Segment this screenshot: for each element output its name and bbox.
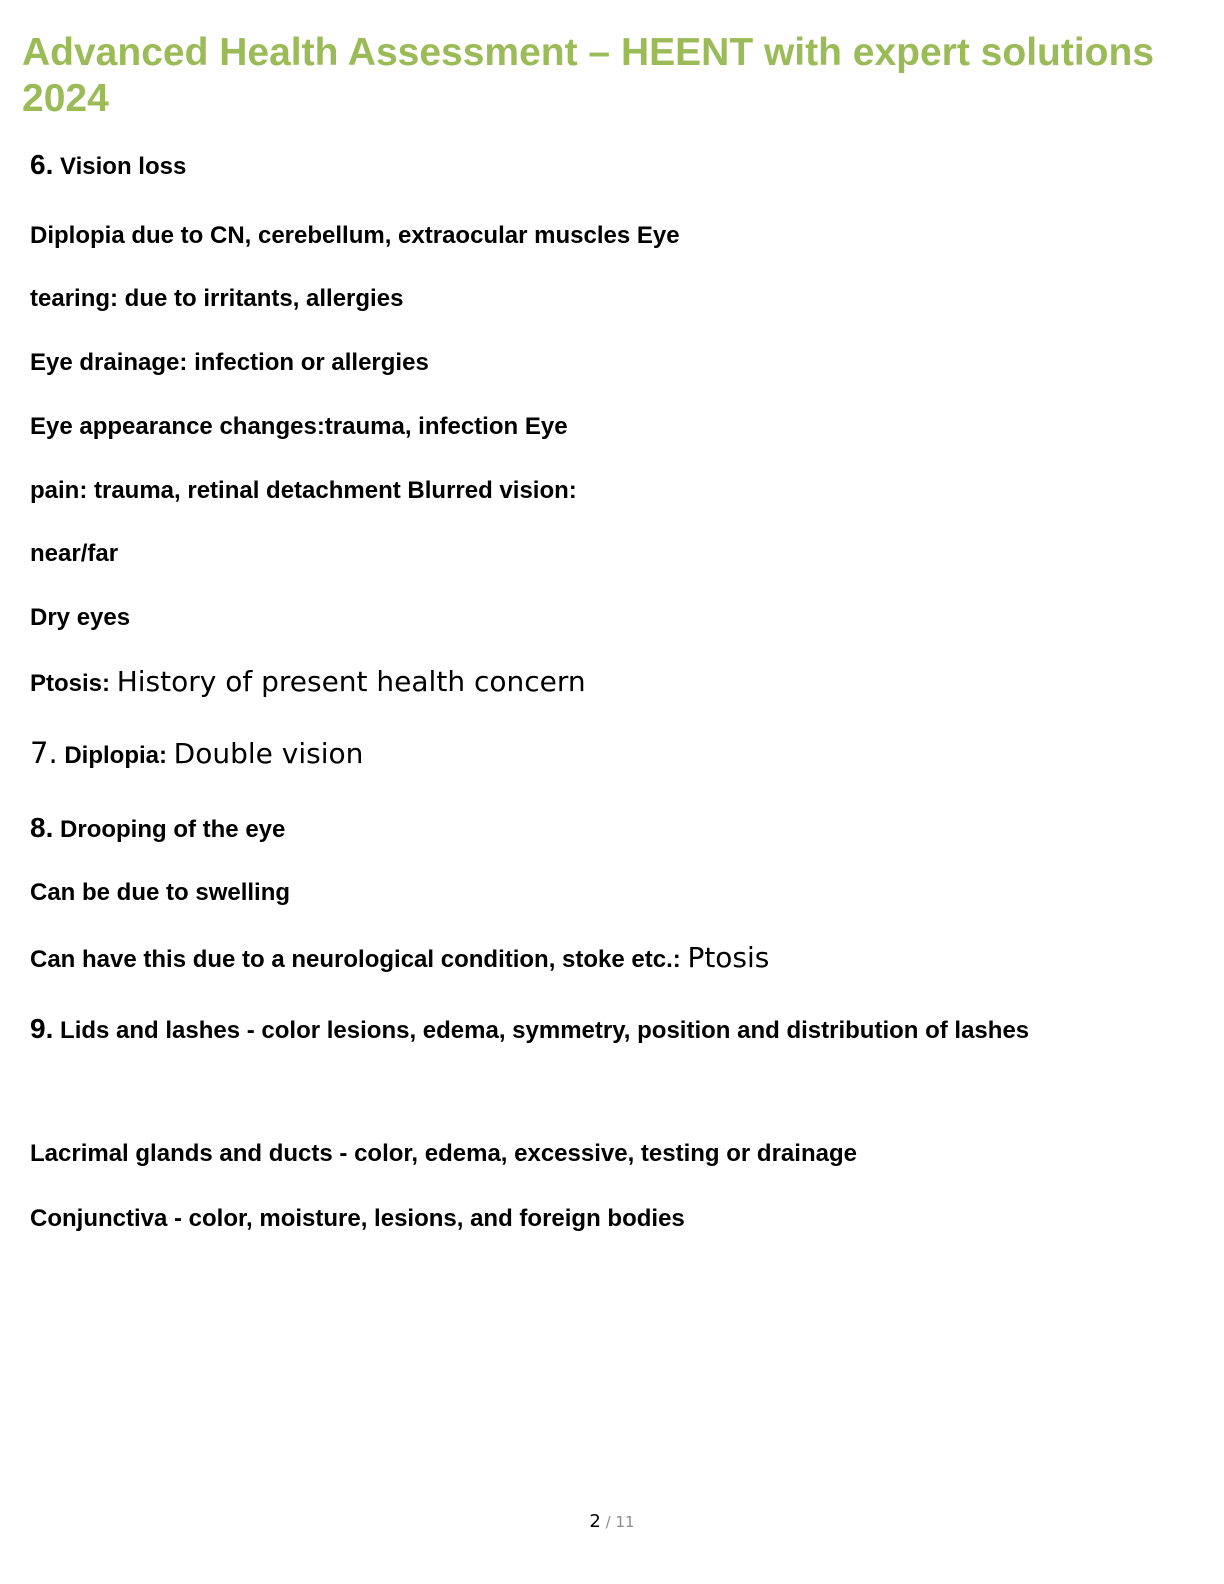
current-page-number: 2 xyxy=(589,1511,601,1532)
item-7-heading xyxy=(30,738,363,771)
line-text: Can be due to swelling xyxy=(30,879,291,906)
item-number: 6. xyxy=(30,149,54,180)
line-label: Ptosis: xyxy=(30,670,117,697)
body-line xyxy=(30,943,769,975)
page-separator: / xyxy=(600,1513,616,1531)
item-heading-value: Double vision xyxy=(173,737,364,770)
line-text: pain: trauma, retinal detachment Blurred vision: xyxy=(30,477,577,504)
item-6-heading xyxy=(30,150,186,182)
line-text: Dry eyes xyxy=(30,604,131,631)
body-line xyxy=(30,1204,685,1234)
item-number: 7. xyxy=(30,736,58,770)
line-value: History of present health concern xyxy=(116,665,586,698)
line-value: Ptosis xyxy=(687,941,770,974)
item-heading-text: Lids and lashes - color lesions, edema, symmetry, position and distribution of lashes xyxy=(53,1017,1030,1044)
item-8-heading xyxy=(30,813,285,845)
item-9-heading xyxy=(30,1014,1029,1046)
item-number: 8. xyxy=(30,812,54,843)
body-line xyxy=(30,476,577,506)
line-text: near/far xyxy=(30,540,119,567)
item-number: 9. xyxy=(30,1013,54,1044)
item-heading-text: Drooping of the eye xyxy=(53,816,286,843)
body-line xyxy=(30,284,403,314)
body-line xyxy=(30,348,429,378)
ptosis-line xyxy=(30,667,586,699)
body-line xyxy=(30,1139,857,1169)
body-line xyxy=(30,412,568,442)
line-text: tearing: due to irritants, allergies xyxy=(30,285,404,312)
body-line xyxy=(30,603,130,633)
line-text: Lacrimal glands and ducts - color, edema, excessive, testing or drainage xyxy=(30,1140,857,1167)
body-line xyxy=(30,878,290,908)
item-heading-label: Diplopia: xyxy=(57,742,174,769)
line-text: Eye drainage: infection or allergies xyxy=(30,349,429,376)
item-heading-text: Vision loss xyxy=(53,153,187,180)
total-pages: 11 xyxy=(615,1513,635,1531)
line-text: Conjunctiva - color, moisture, lesions, and foreign bodies xyxy=(30,1205,685,1232)
page-number-footer xyxy=(0,1511,1224,1532)
line-text: Diplopia due to CN, cerebellum, extraocular muscles Eye xyxy=(30,222,680,249)
line-text: Eye appearance changes:trauma, infection Eye xyxy=(30,413,568,440)
document-title: Advanced Health Assessment – HEENT with expert solutions 2024 xyxy=(22,31,1155,120)
line-label: Can have this due to a neurological condition, stoke etc.: xyxy=(30,946,688,973)
body-line xyxy=(30,221,680,251)
body-line xyxy=(30,539,118,569)
